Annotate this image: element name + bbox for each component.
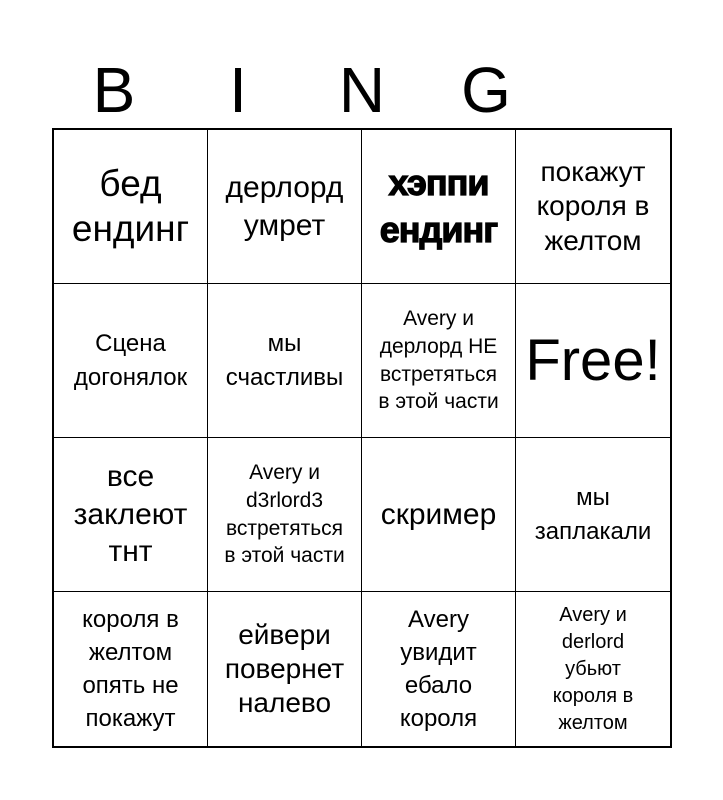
bingo-cell[interactable] [516, 130, 670, 284]
bingo-cell-text: Avery увидит ебало короля [399, 605, 478, 733]
bingo-cell[interactable] [54, 130, 208, 284]
bingo-cell-text: короля в желтом опять не покажут [82, 605, 179, 733]
bingo-cell[interactable] [54, 592, 208, 746]
bingo-cell-text: ейвери повернет налево [224, 618, 345, 719]
bingo-board [52, 128, 672, 748]
bingo-cell-text: Avery и derlord убьют короля в желтом [552, 603, 634, 734]
bingo-cell[interactable] [208, 130, 362, 284]
bingo-header [52, 52, 672, 128]
header-letter-b: B [92, 54, 136, 126]
bingo-cell-text: мы счастливы [225, 330, 344, 391]
bingo-cell-text: мы заплакали [534, 484, 652, 545]
bingo-cell[interactable] [54, 284, 208, 438]
bingo-cell-text: все заклеют тнт [73, 460, 188, 569]
bingo-cell[interactable] [208, 592, 362, 746]
bingo-cell-text: скример [380, 497, 497, 531]
bingo-cell-text: дерлорд умрет [225, 171, 344, 242]
bingo-cell-text: Сцена догонялок [73, 330, 188, 391]
bingo-cell-text: Avery и d3rlord3 встретяться в этой части [224, 461, 345, 568]
header-letter-g: G [461, 54, 511, 126]
bingo-cell[interactable] [516, 592, 670, 746]
bingo-cell[interactable] [362, 284, 516, 438]
bingo-cell[interactable] [516, 438, 670, 592]
bingo-cell[interactable] [516, 284, 670, 438]
header-letter-i: I [229, 54, 247, 126]
bingo-cell-text: покажут короля в желтом [536, 156, 650, 256]
bingo-cell-text: хэппи ендинг [379, 162, 498, 250]
bingo-cell[interactable] [362, 438, 516, 592]
header-letter-n: N [338, 54, 386, 126]
bingo-cell[interactable] [54, 438, 208, 592]
bingo-cell-text: бед ендинг [71, 163, 190, 249]
free-space-label: Free! [525, 327, 661, 393]
bingo-cell[interactable] [208, 438, 362, 592]
bingo-cell-text: Avery и дерлорд НЕ встретяться в этой части [378, 307, 499, 414]
bingo-cell[interactable] [208, 284, 362, 438]
bingo-cell[interactable] [362, 592, 516, 746]
bingo-cell[interactable] [362, 130, 516, 284]
